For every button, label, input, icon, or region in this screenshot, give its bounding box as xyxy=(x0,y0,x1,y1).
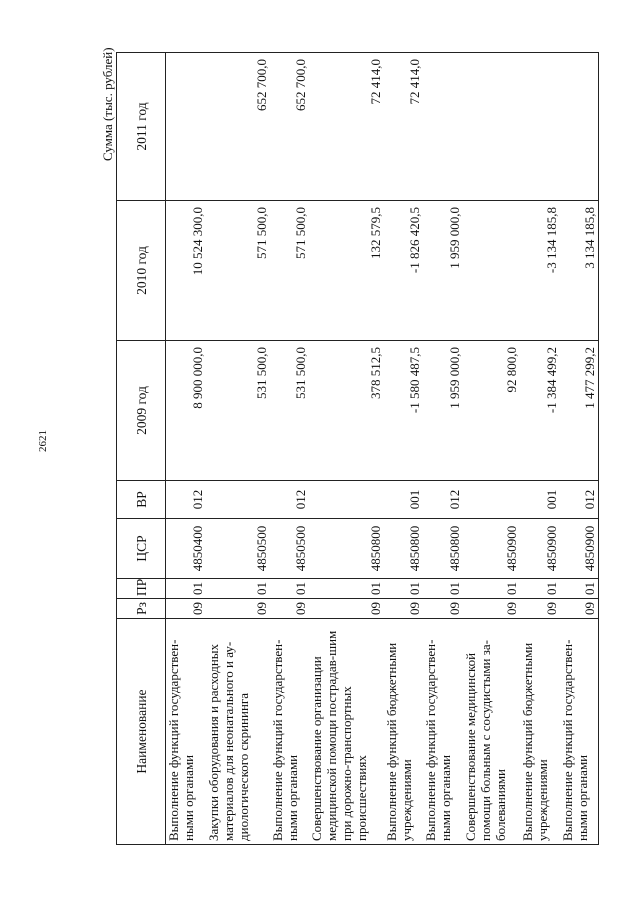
row-pr-cell: 01 xyxy=(166,579,206,599)
row-name-cell: Выполнение функций государствен-ными органами xyxy=(423,619,463,845)
row-2010-cell: 1 959 000,0 xyxy=(423,201,463,341)
row-vr-cell xyxy=(463,481,520,519)
table-row xyxy=(166,53,206,845)
row-2010-cell: -1 826 420,5 xyxy=(384,201,423,341)
row-2011-cell: 652 700,0 xyxy=(270,53,309,201)
row-2009-cell: 531 500,0 xyxy=(270,341,309,481)
col-header-vr: ВР xyxy=(117,481,166,519)
row-rz-cell: 09 xyxy=(309,599,384,619)
row-2011-cell: 652 700,0 xyxy=(206,53,270,201)
row-rz-cell: 09 xyxy=(206,599,270,619)
row-name-cell: Совершенствование медицинской помощи больным с сосудистыми за-болеваниями xyxy=(463,619,520,845)
row-2011-cell xyxy=(560,53,599,201)
row-rz-cell: 09 xyxy=(270,599,309,619)
row-rz-cell: 09 xyxy=(384,599,423,619)
row-vr-cell: 012 xyxy=(270,481,309,519)
table-body xyxy=(166,53,599,845)
row-2010-cell: 132 579,5 xyxy=(309,201,384,341)
row-rz-cell: 09 xyxy=(463,599,520,619)
row-rz-cell: 09 xyxy=(520,599,560,619)
row-vr-cell: 012 xyxy=(560,481,599,519)
table-header-row xyxy=(117,53,166,845)
table-row xyxy=(520,53,560,845)
col-header-2011: 2011 год xyxy=(117,53,166,201)
row-pr-cell: 01 xyxy=(309,579,384,599)
row-pr-cell: 01 xyxy=(206,579,270,599)
row-name-cell: Выполнение функций государствен-ными органами xyxy=(560,619,599,845)
table-row xyxy=(560,53,599,845)
table-row xyxy=(384,53,423,845)
table-row xyxy=(270,53,309,845)
row-2011-cell: 72 414,0 xyxy=(309,53,384,201)
row-2009-cell: 1 959 000,0 xyxy=(423,341,463,481)
row-2009-cell: 92 800,0 xyxy=(463,341,520,481)
table-row xyxy=(206,53,270,845)
col-header-pr: ПР xyxy=(117,579,166,599)
table-row xyxy=(463,53,520,845)
row-vr-cell: 001 xyxy=(384,481,423,519)
units-label: Сумма (тыс. рублей) xyxy=(100,47,115,161)
row-pr-cell: 01 xyxy=(384,579,423,599)
row-2011-cell xyxy=(463,53,520,201)
row-2009-cell: -1 384 499,2 xyxy=(520,341,560,481)
row-2009-cell: 378 512,5 xyxy=(309,341,384,481)
row-pr-cell: 01 xyxy=(520,579,560,599)
row-2010-cell: 10 524 300,0 xyxy=(166,201,206,341)
row-csr-cell: 4850400 xyxy=(166,519,206,579)
row-vr-cell xyxy=(309,481,384,519)
row-2010-cell: 571 500,0 xyxy=(206,201,270,341)
row-pr-cell: 01 xyxy=(463,579,520,599)
row-2009-cell: 1 477 299,2 xyxy=(560,341,599,481)
row-name-cell: Выполнение функций государствен-ными органами xyxy=(166,619,206,845)
row-csr-cell: 4850900 xyxy=(560,519,599,579)
row-csr-cell: 4850800 xyxy=(423,519,463,579)
row-vr-cell: 001 xyxy=(520,481,560,519)
col-header-2009: 2009 год xyxy=(117,341,166,481)
row-pr-cell: 01 xyxy=(423,579,463,599)
row-pr-cell: 01 xyxy=(560,579,599,599)
row-2010-cell: -3 134 185,8 xyxy=(520,201,560,341)
page-number: 2621 xyxy=(37,430,49,452)
row-name-cell: Закупки оборудования и расходных материалов для неонатального и ау-диологического скрининга xyxy=(206,619,270,845)
row-2009-cell: 531 500,0 xyxy=(206,341,270,481)
row-rz-cell: 09 xyxy=(166,599,206,619)
row-name-cell: Совершенствование организации медицинской помощи пострадав-шим при дорожно-транспортных происшествиях xyxy=(309,619,384,845)
row-csr-cell: 4850900 xyxy=(520,519,560,579)
budget-table xyxy=(116,52,599,845)
row-pr-cell: 01 xyxy=(270,579,309,599)
row-2011-cell xyxy=(423,53,463,201)
row-2009-cell: -1 580 487,5 xyxy=(384,341,423,481)
table-row xyxy=(423,53,463,845)
col-header-name: Наименование xyxy=(117,619,166,845)
row-2011-cell xyxy=(166,53,206,201)
row-rz-cell: 09 xyxy=(560,599,599,619)
row-vr-cell xyxy=(206,481,270,519)
row-csr-cell: 4850800 xyxy=(384,519,423,579)
row-csr-cell: 4850500 xyxy=(270,519,309,579)
row-2011-cell xyxy=(520,53,560,201)
row-2009-cell: 8 900 000,0 xyxy=(166,341,206,481)
col-header-rz: Рз xyxy=(117,599,166,619)
row-2010-cell: 3 134 185,8 xyxy=(560,201,599,341)
col-header-2010: 2010 год xyxy=(117,201,166,341)
row-name-cell: Выполнение функций государствен-ными органами xyxy=(270,619,309,845)
row-vr-cell: 012 xyxy=(166,481,206,519)
row-csr-cell: 4850500 xyxy=(206,519,270,579)
col-header-csr: ЦСР xyxy=(117,519,166,579)
row-vr-cell: 012 xyxy=(423,481,463,519)
row-name-cell: Выполнение функций бюджетными учреждениями xyxy=(520,619,560,845)
table-row xyxy=(309,53,384,845)
row-2011-cell: 72 414,0 xyxy=(384,53,423,201)
row-rz-cell: 09 xyxy=(423,599,463,619)
row-2010-cell xyxy=(463,201,520,341)
row-csr-cell: 4850800 xyxy=(309,519,384,579)
rotated-table-region xyxy=(98,45,597,845)
row-name-cell: Выполнение функций бюджетными учреждениями xyxy=(384,619,423,845)
row-csr-cell: 4850900 xyxy=(463,519,520,579)
row-2010-cell: 571 500,0 xyxy=(270,201,309,341)
